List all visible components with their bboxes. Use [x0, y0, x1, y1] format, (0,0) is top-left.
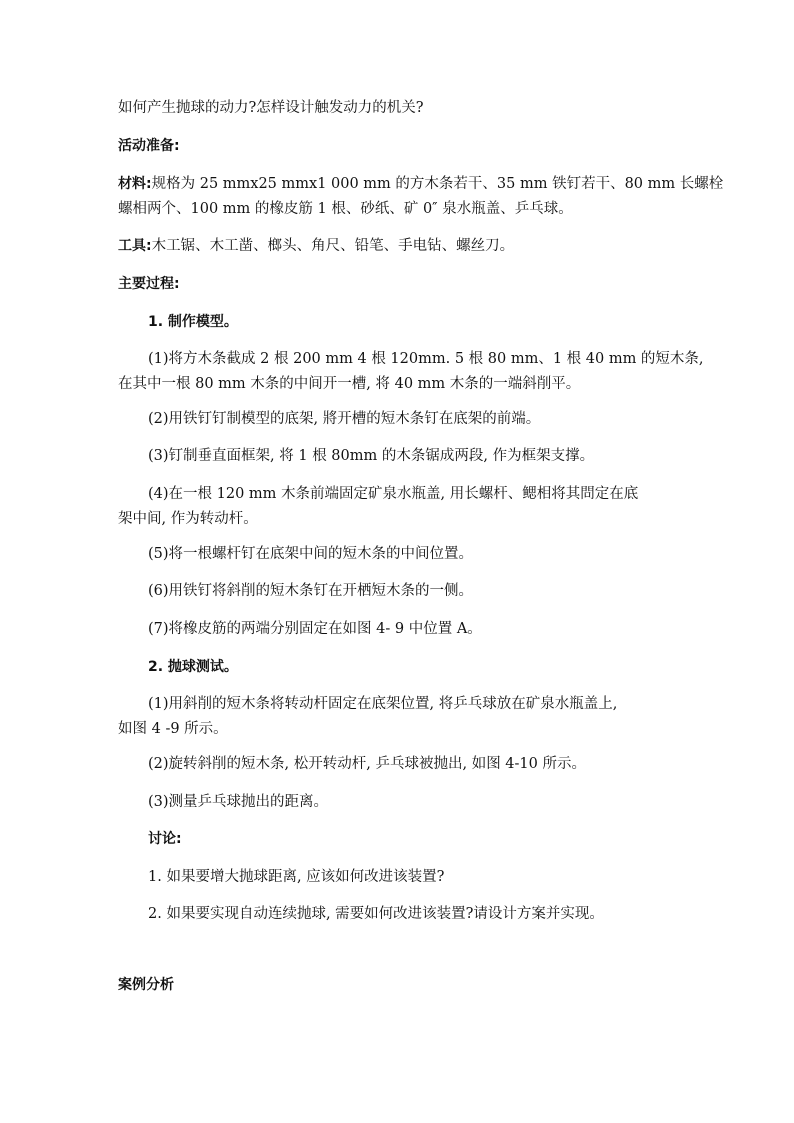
tools-text: 木工锯、木工凿、榔头、角尺、铅笔、手电钻、螺丝刀。: [151, 238, 515, 254]
step1-1: [118, 347, 704, 397]
step2-3: [148, 790, 680, 815]
step-line: (1)将方木条截成 2 根 200 mm 4 根 120mm. 5 根 80 mm、1 根 40 mm 的短木条,: [148, 351, 704, 367]
tools-paragraph: [118, 234, 678, 259]
section2-title: 2. 抛球测试。: [148, 659, 238, 675]
section1-title: 1. 制作模型。: [148, 314, 238, 330]
discussion-heading: 讨论:: [148, 831, 182, 847]
step-line: (4)在一根 120 mm 木条前端固定矿泉水瓶盖, 用长螺杆、鳃相将其問定在底: [148, 486, 639, 502]
step-line: (5)将一根螺杆钉在底架中间的短木条的中间位置。: [148, 546, 474, 562]
step-line: 如图 4 -9 所示。: [118, 721, 228, 737]
step1-6: [148, 579, 680, 604]
step-line: (2)旋转斜削的短木条, 松开转动杆, 乒乓球被抛出, 如图 4-10 所示。: [148, 756, 586, 772]
case-heading: 案例分析: [118, 977, 174, 993]
discussion-item-1: 1. 如果要增大抛球距离, 应该如何改进该装置?: [148, 869, 445, 885]
step1-7: [148, 617, 680, 642]
materials-line2: 螺相两个、100 mm 的橡皮筋 1 根、砂纸、矿 0″ 泉水瓶盖、乒乓球。: [118, 201, 573, 217]
step2-2: [148, 752, 680, 777]
materials-paragraph: [118, 172, 724, 222]
step-line: (6)用铁钉将斜削的短木条钉在开栖短木条的一侧。: [148, 583, 474, 599]
step1-2: [148, 407, 680, 432]
step-line: (3)钉制垂直面框架, 将 1 根 80mm 的木条锯成两段, 作为框架支撑。: [148, 448, 595, 464]
discussion-item-2: 2. 如果要实现自动连续抛球, 需要如何改进该装置?请设计方案并实现。: [148, 906, 604, 922]
materials-line1: 规格为 25 mmx25 mmx1 000 mm 的方木条若干、35 mm 铁钉若干、80 mm 长螺栓: [151, 176, 724, 192]
step2-1: [118, 692, 680, 742]
step-line: (3)测量乒乓球抛出的距离。: [148, 794, 329, 810]
step-line: 在其中一根 80 mm 木条的中间开一槽, 将 40 mm 木条的一端斜削平。: [118, 376, 581, 392]
step-line: 架中间, 作为转动杆。: [118, 511, 258, 527]
intro-question: 如何产生抛球的动力?怎样设计触发动力的机关?: [118, 100, 424, 116]
step1-3: [148, 444, 680, 469]
prep-heading: 活动准备:: [118, 138, 180, 154]
process-heading: 主要过程:: [118, 276, 180, 292]
tools-label: 工具:: [118, 238, 152, 254]
step-line: (2)用铁钉钉制模型的底架, 將开槽的短木条钉在底架的前端。: [148, 411, 541, 427]
step1-5: [148, 542, 680, 567]
step1-4: [118, 482, 680, 532]
materials-label: 材料:: [118, 176, 152, 192]
step-line: (7)将橡皮筋的两端分别固定在如图 4- 9 中位置 A。: [148, 621, 482, 637]
step-line: (1)用斜削的短木条将转动杆固定在底架位置, 将乒乓球放在矿泉水瓶盖上,: [148, 696, 618, 712]
